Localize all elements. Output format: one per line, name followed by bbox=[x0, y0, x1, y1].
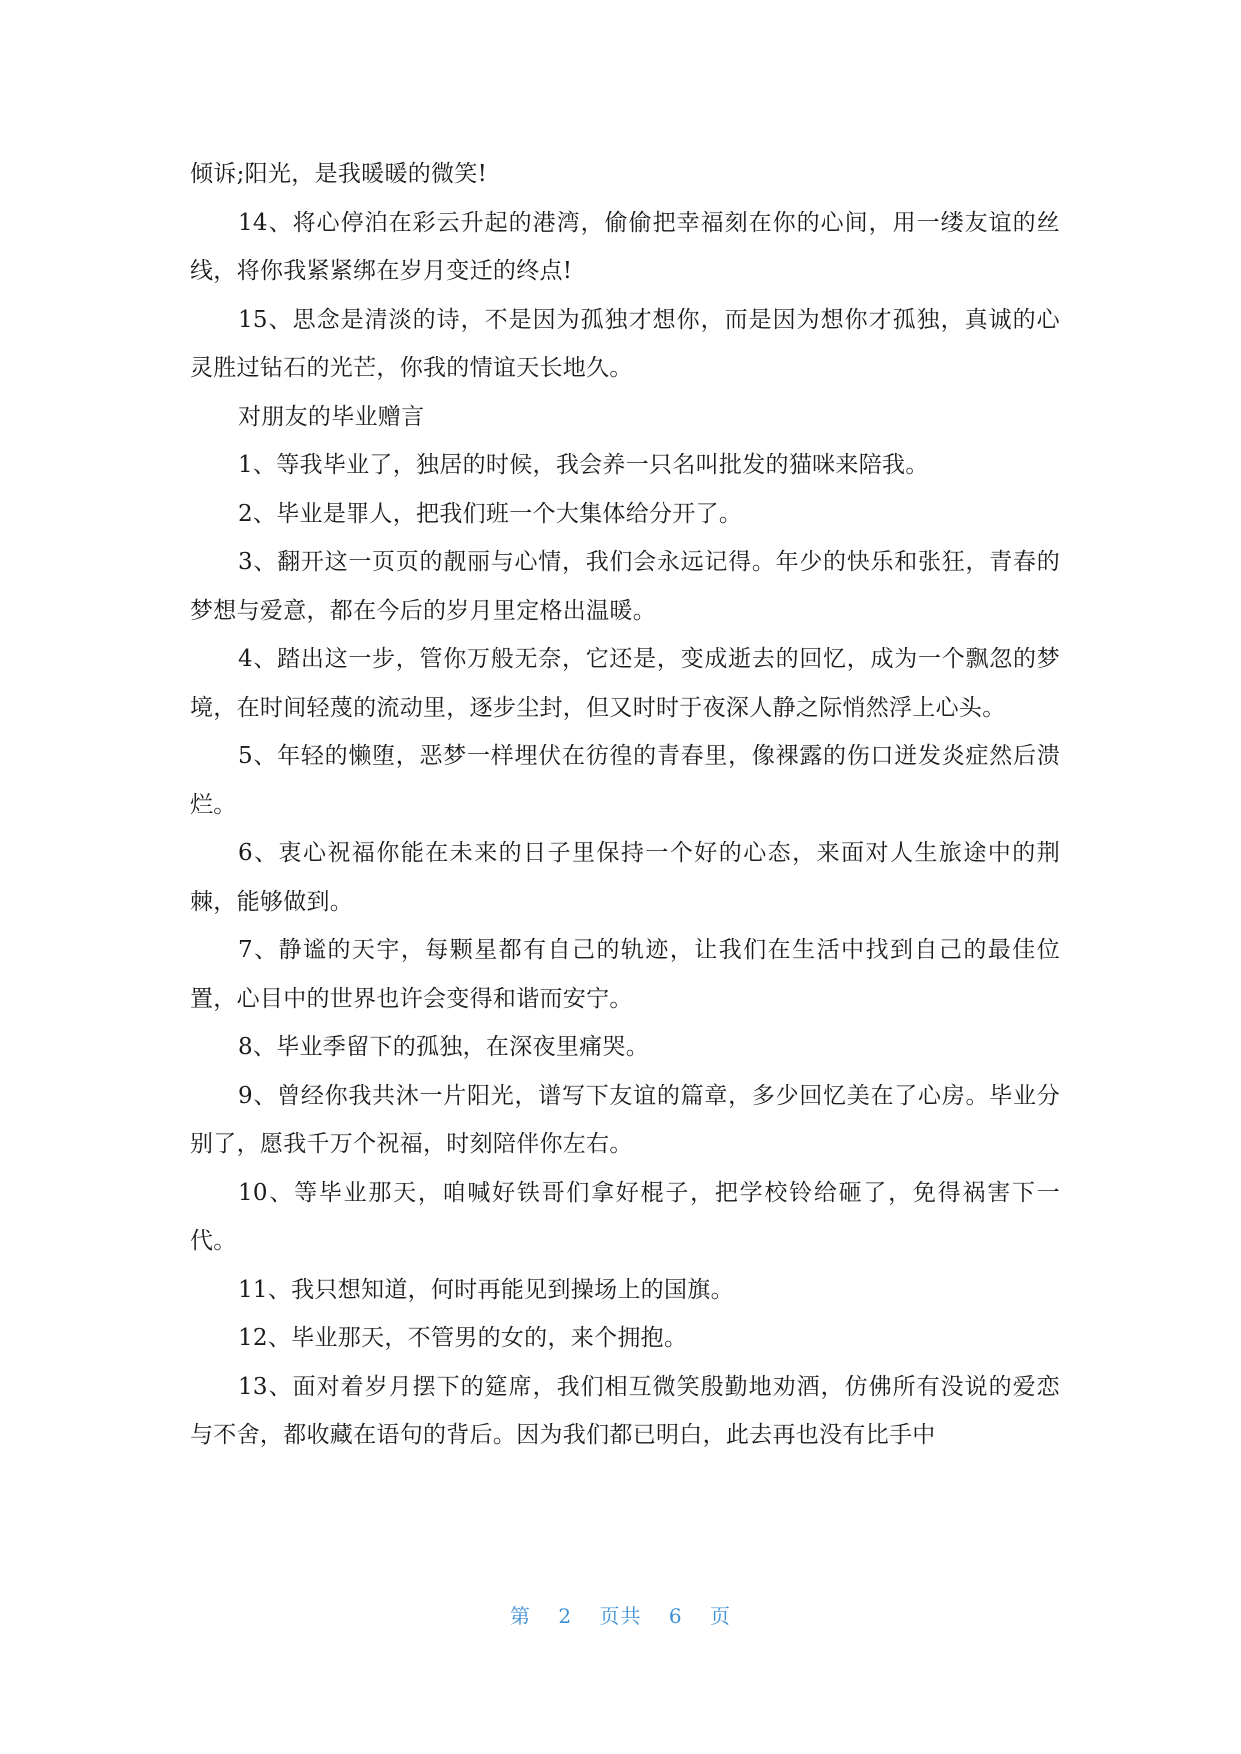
paragraph: 15、思念是清淡的诗，不是因为孤独才想你，而是因为想你才孤独，真诚的心灵胜过钻石的光芒，你我的情谊天长地久。 bbox=[190, 306, 1060, 381]
paragraph: 10、等毕业那天，咱喊好铁哥们拿好棍子，把学校铃给砸了，免得祸害下一代。 bbox=[190, 1179, 1060, 1254]
paragraph: 14、将心停泊在彩云升起的港湾，偷偷把幸福刻在你的心间，用一缕友谊的丝线，将你我紧紧绑在岁月变迁的终点! bbox=[190, 209, 1060, 284]
paragraph: 2、毕业是罪人，把我们班一个大集体给分开了。 bbox=[238, 500, 743, 527]
footer-suffix: 页 bbox=[709, 1604, 731, 1628]
paragraph: 3、翻开这一页页的靓丽与心情，我们会永远记得。年少的快乐和张狂，青春的梦想与爱意，都在今后的岁月里定格出温暖。 bbox=[190, 549, 1060, 624]
page-footer bbox=[0, 1600, 1241, 1629]
paragraph: 8、毕业季留下的孤独，在深夜里痛哭。 bbox=[238, 1034, 650, 1060]
paragraph: 4、踏出这一步，管你万般无奈，它还是，变成逝去的回忆，成为一个飘忽的梦境，在时间轻蔑的流动里，逐步尘封，但又时时于夜深人静之际悄然浮上心头。 bbox=[190, 646, 1060, 721]
paragraph: 5、年轻的懒堕，恶梦一样埋伏在彷徨的青春里，像裸露的伤口迸发炎症然后溃烂。 bbox=[190, 743, 1060, 818]
paragraph: 倾诉;阳光，是我暖暖的微笑! bbox=[190, 161, 488, 187]
footer-middle: 页共 bbox=[599, 1604, 642, 1628]
paragraph: 7、静谧的天宇，每颗星都有自己的轨迹，让我们在生活中找到自己的最佳位置，心目中的世界也许会变得和谐而安宁。 bbox=[190, 937, 1060, 1012]
footer-prefix: 第 bbox=[510, 1604, 532, 1628]
paragraph: 6、衷心祝福你能在未来的日子里保持一个好的心态，来面对人生旅途中的荆棘，能够做到。 bbox=[190, 840, 1060, 915]
paragraph: 11、我只想知道，何时再能见到操场上的国旗。 bbox=[238, 1276, 734, 1303]
paragraph: 9、曾经你我共沐一片阳光，谱写下友谊的篇章，多少回忆美在了心房。毕业分别了，愿我千万个祝福，时刻陪伴你左右。 bbox=[190, 1082, 1060, 1157]
current-page-number: 2 bbox=[558, 1604, 573, 1628]
document-body bbox=[190, 150, 1060, 1460]
paragraph: 13、面对着岁月摆下的筵席，我们相互微笑殷勤地劝酒，仿佛所有没说的爱恋与不舍，都收藏在语句的背后。因为我们都已明白，此去再也没有比手中 bbox=[190, 1373, 1060, 1448]
total-pages-number: 6 bbox=[668, 1604, 683, 1628]
paragraph: 1、等我毕业了，独居的时候，我会养一只名叫批发的猫咪来陪我。 bbox=[238, 452, 929, 478]
section-heading: 对朋友的毕业赠言 bbox=[238, 403, 425, 430]
paragraph: 12、毕业那天，不管男的女的，来个拥抱。 bbox=[238, 1325, 688, 1351]
